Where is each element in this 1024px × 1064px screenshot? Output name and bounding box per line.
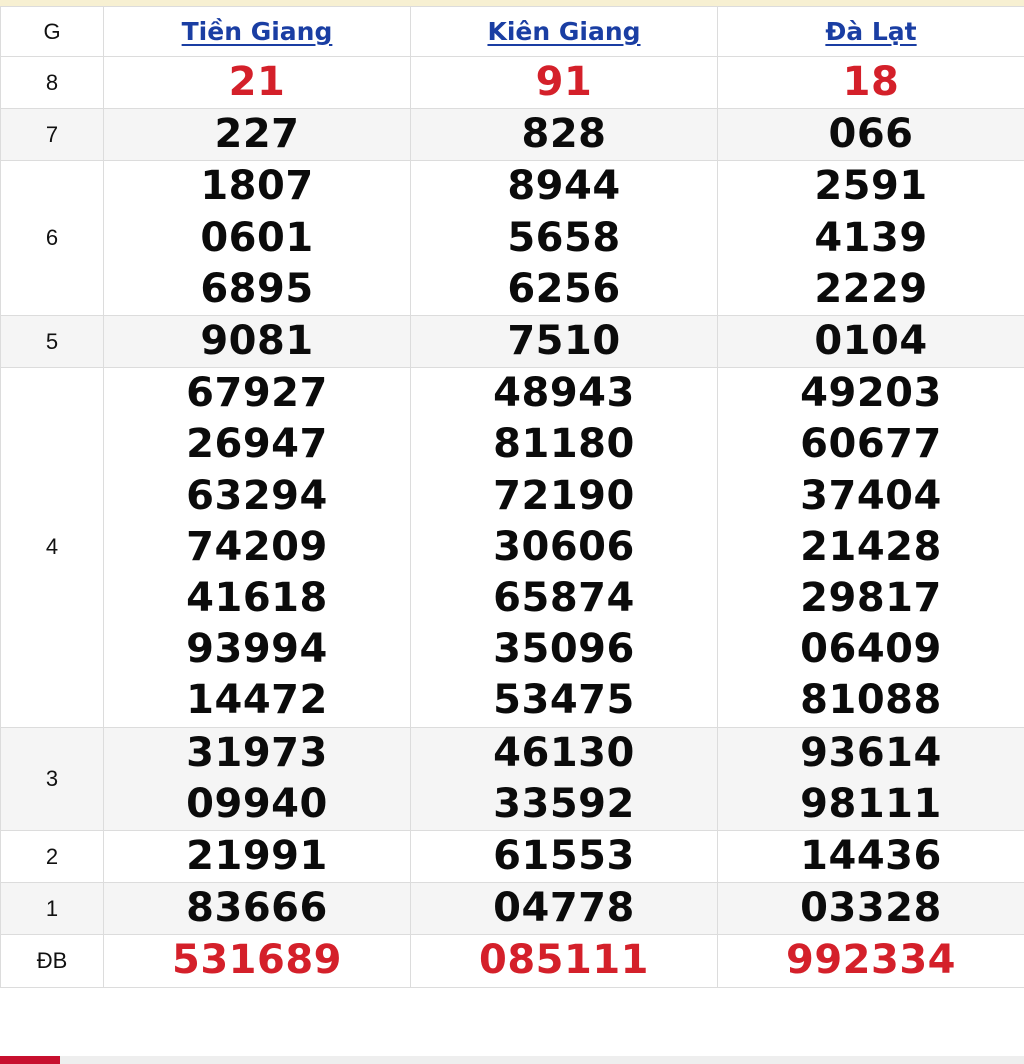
result-number: 67927 (186, 370, 328, 417)
result-number: 7510 (507, 318, 621, 365)
prize-row (1, 935, 1024, 987)
table-header-row (1, 7, 1024, 57)
result-cell (718, 368, 1024, 727)
result-number: 18 (842, 59, 900, 105)
result-number: 26947 (186, 421, 328, 468)
result-number: 1807 (200, 163, 314, 210)
result-number: 35096 (493, 626, 635, 673)
result-number: 30606 (493, 523, 635, 570)
prize-row (1, 831, 1024, 883)
result-cell (104, 109, 411, 161)
result-cell (104, 368, 411, 727)
result-cell (718, 161, 1024, 316)
result-cell (718, 316, 1024, 368)
prize-row (1, 368, 1024, 727)
result-cell (718, 831, 1024, 883)
result-number: 8944 (507, 163, 621, 210)
prize-label: 8 (1, 57, 104, 109)
horizontal-scrollbar[interactable] (0, 1056, 1024, 1064)
province-header-3 (718, 7, 1024, 57)
result-number: 93614 (800, 729, 942, 776)
result-number: 531689 (172, 937, 342, 984)
result-cell (718, 883, 1024, 935)
result-number: 65874 (493, 575, 635, 622)
result-number: 37404 (800, 472, 942, 519)
result-number: 4139 (814, 214, 928, 261)
result-cell (718, 935, 1024, 987)
result-number: 9081 (200, 318, 314, 365)
result-cell (411, 831, 718, 883)
province-link-kien-giang[interactable]: Kiên Giang (487, 17, 641, 46)
result-number: 53475 (493, 677, 635, 724)
result-cell (718, 57, 1024, 109)
result-number: 61553 (493, 833, 635, 880)
result-number: 5658 (507, 214, 621, 261)
prize-label: 6 (1, 161, 104, 316)
result-cell (411, 161, 718, 316)
result-cell (411, 727, 718, 830)
province-header-2 (411, 7, 718, 57)
prize-row (1, 316, 1024, 368)
result-number: 03328 (800, 885, 942, 932)
result-number: 21 (228, 59, 286, 105)
result-number: 06409 (800, 626, 942, 673)
result-number: 72190 (493, 472, 635, 519)
result-number: 93994 (186, 626, 328, 673)
result-number: 63294 (186, 472, 328, 519)
result-number: 828 (521, 111, 607, 158)
result-cell (411, 883, 718, 935)
prize-row (1, 109, 1024, 161)
result-number: 14436 (800, 833, 942, 880)
result-number: 98111 (800, 780, 942, 827)
result-number: 81180 (493, 421, 635, 468)
result-cell (104, 935, 411, 987)
result-cell (104, 316, 411, 368)
result-number: 29817 (800, 575, 942, 622)
result-cell (104, 831, 411, 883)
result-number: 21428 (800, 523, 942, 570)
prize-label: 2 (1, 831, 104, 883)
prize-label: 7 (1, 109, 104, 161)
result-number: 46130 (493, 729, 635, 776)
province-header-1 (104, 7, 411, 57)
province-link-da-lat[interactable]: Đà Lạt (825, 17, 917, 46)
result-number: 48943 (493, 370, 635, 417)
scrollbar-thumb[interactable] (0, 1056, 60, 1064)
result-cell (411, 316, 718, 368)
result-number: 31973 (186, 729, 328, 776)
result-number: 6256 (507, 265, 621, 312)
result-number: 14472 (186, 677, 328, 724)
result-number: 81088 (800, 677, 942, 724)
prize-label: ĐB (1, 935, 104, 987)
result-number: 2229 (814, 265, 928, 312)
prize-row (1, 161, 1024, 316)
result-cell (718, 727, 1024, 830)
prize-row (1, 57, 1024, 109)
result-number: 2591 (814, 163, 928, 210)
result-cell (411, 109, 718, 161)
result-cell (104, 883, 411, 935)
result-number: 992334 (786, 937, 956, 984)
result-cell (411, 368, 718, 727)
result-cell (411, 935, 718, 987)
result-number: 91 (535, 59, 593, 105)
result-number: 60677 (800, 421, 942, 468)
result-number: 41618 (186, 575, 328, 622)
result-number: 085111 (479, 937, 649, 984)
result-number: 33592 (493, 780, 635, 827)
prize-label: 4 (1, 368, 104, 727)
lottery-results-table (0, 6, 1024, 988)
result-cell (104, 57, 411, 109)
result-cell (104, 727, 411, 830)
result-number: 04778 (493, 885, 635, 932)
result-number: 6895 (200, 265, 314, 312)
result-number: 066 (828, 111, 914, 158)
prize-label: 1 (1, 883, 104, 935)
result-number: 0104 (814, 318, 928, 365)
prize-column-header: G (1, 7, 104, 57)
result-number: 0601 (200, 214, 314, 261)
prize-label: 5 (1, 316, 104, 368)
result-number: 49203 (800, 370, 942, 417)
result-number: 09940 (186, 780, 328, 827)
province-link-tien-giang[interactable]: Tiền Giang (181, 17, 333, 46)
result-cell (718, 109, 1024, 161)
prize-row (1, 727, 1024, 830)
prize-label: 3 (1, 727, 104, 830)
result-cell (411, 57, 718, 109)
result-number: 83666 (186, 885, 328, 932)
result-cell (104, 161, 411, 316)
result-number: 21991 (186, 833, 328, 880)
result-number: 227 (214, 111, 300, 158)
result-number: 74209 (186, 523, 328, 570)
prize-row (1, 883, 1024, 935)
